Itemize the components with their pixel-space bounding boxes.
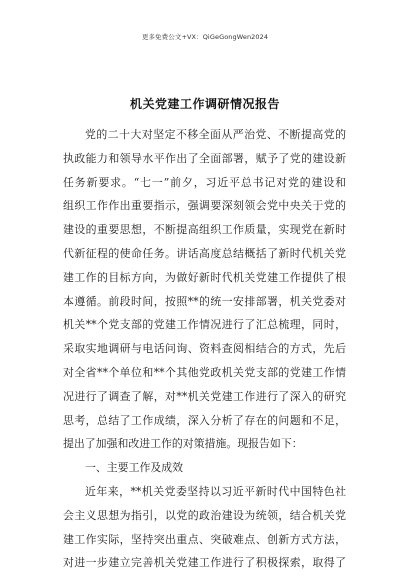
body-line: 代新征程的使命任务。讲话高度总结概括了新时代机关党 xyxy=(63,246,346,260)
document-body xyxy=(63,123,346,575)
section-heading: 一、主要工作及成效 xyxy=(85,461,184,475)
document-title: 机关党建工作调研情况报告 xyxy=(129,97,280,111)
body-line: 建工作的目标方向，为做好新时代机关党建工作提供了根 xyxy=(63,270,346,284)
body-line: 机关**个党支部的党建工作情况进行了汇总梳理，同时， xyxy=(63,318,346,332)
body-line: 党的二十大对坚定不移全面从严治党、不断提高党的 xyxy=(85,128,346,141)
body-line: 近年来，**机关党委坚持以习近平新时代中国特色社 xyxy=(85,484,346,498)
body-line: 执政能力和领导水平作出了全面部署，赋予了党的建设新 xyxy=(63,151,346,165)
body-line: 况进行了调查了解，对**机关党建工作进行了深入的研究 xyxy=(63,389,346,403)
body-line: 思考，总结了工作成绩，深入分析了存在的问题和不足， xyxy=(63,413,346,427)
body-line: 本遵循。前段时间，按照**的统一安排部署，机关党委对 xyxy=(63,294,346,308)
body-line: 会主义思想为指引，以党的政治建设为统领，结合机关党 xyxy=(63,508,346,522)
body-line: 建设的重要思想，不断提高组织工作质量，实现党在新时 xyxy=(63,223,346,237)
body-line: 组织工作作出重要指示，强调要深刻领会党中央关于党的 xyxy=(63,199,346,213)
body-line: 对全省**个单位和**个其他党政机关党支部的党建工作情 xyxy=(63,365,346,379)
body-line: 建工作实际，坚持突出重点、突破难点、创新方式方法， xyxy=(63,532,346,546)
body-line: 对进一步建立完善机关党建工作进行了积极探索，取得了 xyxy=(63,556,346,570)
body-line: 任务新要求。“七一”前夕，习近平总书记对党的建设和 xyxy=(63,175,346,189)
header-note: 更多免费公文+VX：QiGeGongWen2024 xyxy=(141,33,269,41)
body-line: 采取实地调研与电话问询、资料查阅相结合的方式，先后 xyxy=(63,342,346,356)
body-line: 提出了加强和改进工作的对策措施。现报告如下： xyxy=(63,437,303,451)
